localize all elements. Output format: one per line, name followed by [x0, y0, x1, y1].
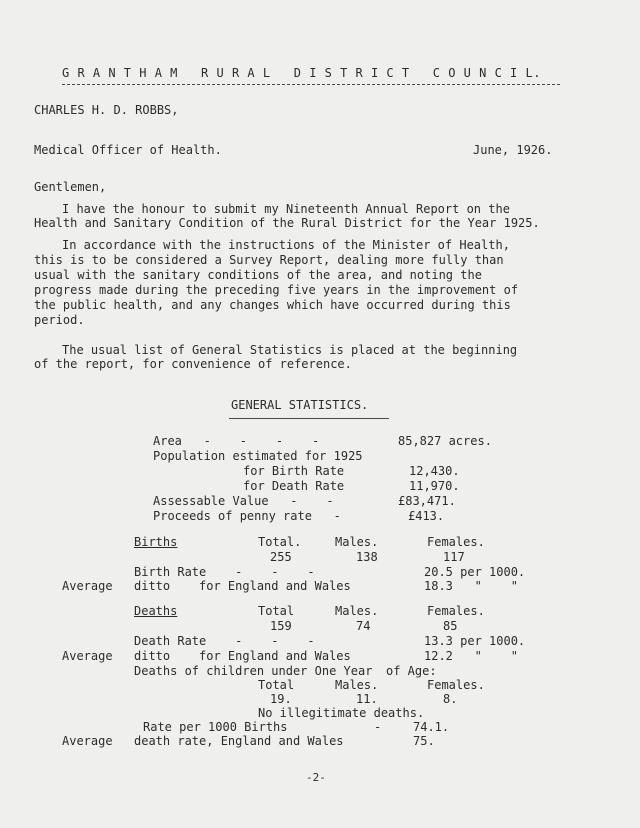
children-deaths-label: Deaths of children under One Year — [134, 664, 373, 678]
children-total: 19. — [270, 692, 292, 706]
births-average-value: 18.3 " " — [424, 579, 518, 593]
deaths-females: 85 — [443, 619, 458, 633]
population-label: Population estimated for 1925 — [153, 449, 363, 463]
children-deaths-of-age: of Age: — [386, 664, 437, 678]
births-females: 117 — [443, 550, 465, 564]
children-total-label: Total — [258, 678, 295, 692]
avg-death-text: death rate, England and Wales — [134, 734, 344, 748]
author-name: CHARLES H. D. ROBBS, — [34, 103, 179, 117]
births-males-label: Males. — [335, 535, 379, 549]
births-females-label: Females. — [427, 535, 485, 549]
per-births-value: 74.1. — [413, 720, 450, 734]
para3-line2: of the report, for convenience of reference. — [34, 357, 352, 371]
para2-line6: period. — [34, 313, 85, 327]
births-total: 255 — [270, 550, 292, 564]
para1-line2: Health and Sanitary Condition of the Rural District for the Year 1925. — [34, 216, 540, 230]
deaths-total-label: Total — [258, 604, 295, 618]
general-statistics-heading: GENERAL STATISTICS. — [231, 398, 369, 412]
author-role: Medical Officer of Health. — [34, 143, 222, 157]
deaths-males-label: Males. — [335, 604, 379, 618]
illegitimate-note: No illegitimate deaths. — [258, 706, 425, 720]
deaths-average-text: ditto for England and Wales — [134, 649, 351, 663]
avg-death-value: 75. — [413, 734, 435, 748]
birth-rate-value: 20.5 per 1000. — [424, 565, 526, 579]
area-label: Area - - - - — [153, 434, 320, 448]
para2-line3: usual with the sanitary conditions of the area, and noting the — [34, 268, 482, 282]
para1-line1: I have the honour to submit my Nineteenth Annual Report on the — [62, 202, 510, 216]
children-males-label: Males. — [335, 678, 379, 692]
header-rule — [62, 84, 560, 85]
para3-line1: The usual list of General Statistics is placed at the beginning — [62, 343, 518, 357]
deaths-average-label: Average — [62, 649, 113, 663]
council-title: G R A N T H A M R U R A L D I S T R I C T C O U N C I L. — [62, 66, 541, 80]
death-rate-pop-value: 11,970. — [409, 479, 460, 493]
birth-rate-label: Birth Rate - - - — [134, 565, 315, 579]
death-rate-pop-label: for Death Rate — [243, 479, 345, 493]
per-births-label: Rate per 1000 Births — [143, 720, 288, 734]
heading-underline — [229, 418, 389, 419]
death-rate-label: Death Rate - - - — [134, 634, 315, 648]
birth-rate-pop-label: for Birth Rate — [243, 464, 345, 478]
penny-rate-label: Proceeds of penny rate - — [153, 509, 341, 523]
assessable-value: £83,471. — [398, 494, 456, 508]
report-date: June, 1926. — [473, 143, 553, 157]
avg-death-label: Average — [62, 734, 113, 748]
salutation: Gentlemen, — [34, 180, 107, 194]
births-average-text: ditto for England and Wales — [134, 579, 351, 593]
per-births-dash: - — [374, 720, 382, 734]
children-females: 8. — [443, 692, 458, 706]
births-males: 138 — [356, 550, 378, 564]
area-value: 85,827 acres. — [398, 434, 492, 448]
deaths-females-label: Females. — [427, 604, 485, 618]
birth-rate-pop-value: 12,430. — [409, 464, 460, 478]
assessable-label: Assessable Value - - — [153, 494, 334, 508]
death-rate-value: 13.3 per 1000. — [424, 634, 526, 648]
births-average-label: Average — [62, 579, 113, 593]
para2-line4: progress made during the preceding five years in the improvement of — [34, 283, 519, 297]
deaths-average-value: 12.2 " " — [424, 649, 518, 663]
deaths-heading: Deaths — [134, 604, 178, 618]
para2-line5: the public health, and any changes which have occurred during this — [34, 298, 511, 312]
para2-line2: this is to be considered a Survey Report, dealing more fully than — [34, 253, 504, 267]
penny-rate-value: £413. — [408, 509, 445, 523]
children-females-label: Females. — [427, 678, 485, 692]
deaths-males: 74 — [356, 619, 371, 633]
births-total-label: Total. — [258, 535, 302, 549]
births-heading: Births — [134, 535, 178, 549]
deaths-total: 159 — [270, 619, 292, 633]
children-males: 11. — [356, 692, 378, 706]
page-number: -2- — [306, 771, 326, 784]
para2-line1: In accordance with the instructions of the Minister of Health, — [62, 238, 510, 252]
